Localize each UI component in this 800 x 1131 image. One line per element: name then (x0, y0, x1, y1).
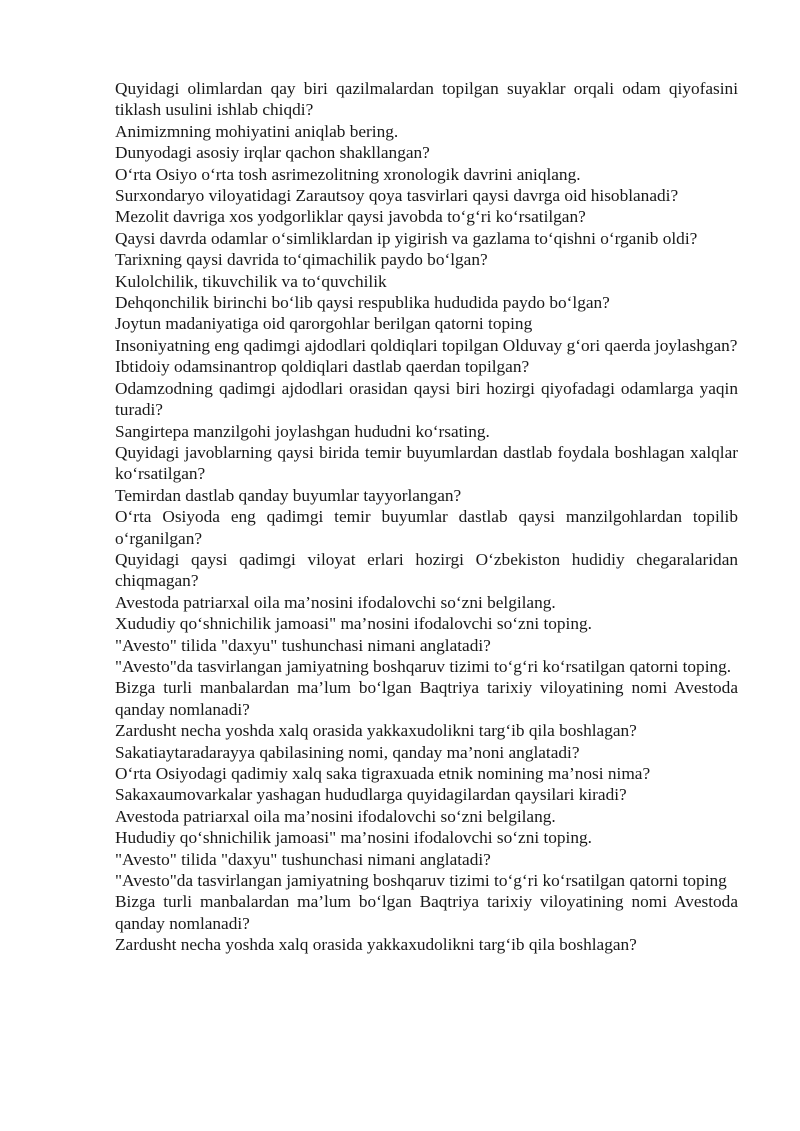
question-line: Surxondaryo viloyatidagi Zarautsoy qoya tasvirlari qaysi davrga oid hisoblanadi? (115, 186, 679, 206)
question-line: Sakatiaytaradarayya qabilasining nomi, qanday ma’noni anglatadi? (115, 742, 580, 762)
question-line: Ibtidoiy odamsinantrop qoldiqlari dastlab qaerdan topilgan? (115, 357, 530, 377)
question-line: Quyidagi qaysi qadimgi viloyat erlari hozirgi O‘zbekiston hudidiy chegaralaridan chiqmagan? (115, 549, 738, 591)
question-line: Tarixning qaysi davrida to‘qimachilik paydo bo‘lgan? (115, 250, 488, 270)
question-line: Joytun madaniyatiga oid qarorgohlar berilgan qatorni toping (115, 314, 533, 334)
question-line: O‘rta Osiyo o‘rta tosh asrimezolitning xronologik davrini aniqlang. (115, 164, 581, 184)
question-line: Mezolit davriga xos yodgorliklar qaysi javobda to‘g‘ri ko‘rsatilgan? (115, 207, 586, 227)
question-line: Kulolchilik, tikuvchilik va to‘quvchilik (115, 271, 387, 291)
question-line: Avestoda patriarxal oila ma’nosini ifodalovchi so‘zni belgilang. (115, 806, 556, 826)
question-line: O‘rta Osiyodagi qadimiy xalq saka tigraxuada etnik nomining ma’nosi nima? (115, 764, 651, 783)
question-line: Dunyodagi asosiy irqlar qachon shakllangan? (115, 143, 430, 163)
question-line: "Avesto" tilida "daxyu" tushunchasi nimani anglatadi? (115, 849, 491, 869)
question-line: Bizga turli manbalardan ma’lum bo‘lgan Baqtriya tarixiy viloyatining nomi Avestoda qanday nomlanadi? (115, 892, 738, 933)
question-line: Sakaxaumovarkalar yashagan hududlarga quyidagilardan qaysilari kiradi? (115, 785, 627, 805)
question-line: Insoniyatning eng qadimgi ajdodlari qoldiqlari topilgan Olduvay g‘ori qaerda joylashgan? (115, 335, 738, 355)
question-line: Dehqonchilik birinchi bo‘lib qaysi respublika hududida paydo bo‘lgan? (115, 293, 610, 313)
question-line: Zardusht necha yoshda xalq orasida yakkaxudolikni targ‘ib qila boshlagan? (115, 721, 637, 741)
question-line: Quyidagi javoblarning qaysi birida temir buyumlardan dastlab foydala boshlagan xalqlar ko‘rsatilgan? (115, 442, 738, 484)
question-line: "Avesto"da tasvirlangan jamiyatning boshqaruv tizimi to‘g‘ri ko‘rsatilgan qatorni toping (115, 871, 727, 891)
question-line: Qaysi davrda odamlar o‘simliklardan ip yigirish va gazlama to‘qishni o‘rganib oldi? (115, 228, 698, 248)
question-line: Temirdan dastlab qanday buyumlar tayyorlangan? (115, 485, 462, 505)
question-line: Sangirtepa manzilgohi joylashgan hududni ko‘rsating. (115, 421, 490, 441)
question-line: O‘rta Osiyoda eng qadimgi temir buyumlar dastlab qaysi manzilgohlardan topilib o‘rganilgan? (115, 507, 738, 548)
question-line: Avestoda patriarxal oila ma’nosini ifodalovchi so‘zni belgilang. (115, 592, 556, 612)
question-line: Bizga turli manbalardan ma’lum bo‘lgan Baqtriya tarixiy viloyatining nomi Avestoda qanday nomlanadi? (115, 678, 738, 719)
question-line: Quyidagi olimlardan qay biri qazilmalardan topilgan suyaklar orqali odam qiyofasini tiklash usulini ishlab chiqdi? (115, 79, 738, 120)
question-line: Animizmning mohiyatini aniqlab bering. (115, 121, 399, 141)
question-line: Hududiy qo‘shnichilik jamoasi" ma’nosini ifodalovchi so‘zni toping. (115, 828, 592, 848)
question-line: "Avesto"da tasvirlangan jamiyatning boshqaruv tizimi to‘g‘ri ko‘rsatilgan qatorni toping. (115, 656, 732, 676)
question-line: Xududiy qo‘shnichilik jamoasi" ma’nosini ifodalovchi so‘zni toping. (115, 614, 592, 634)
document-page (115, 78, 738, 956)
question-line: "Avesto" tilida "daxyu" tushunchasi nimani anglatadi? (115, 635, 491, 655)
question-line: Zardusht necha yoshda xalq orasida yakkaxudolikni targ‘ib qila boshlagan? (115, 935, 637, 955)
question-line: Odamzodning qadimgi ajdodlari orasidan qaysi biri hozirgi qiyofadagi odamlarga yaqin turadi? (115, 378, 738, 420)
